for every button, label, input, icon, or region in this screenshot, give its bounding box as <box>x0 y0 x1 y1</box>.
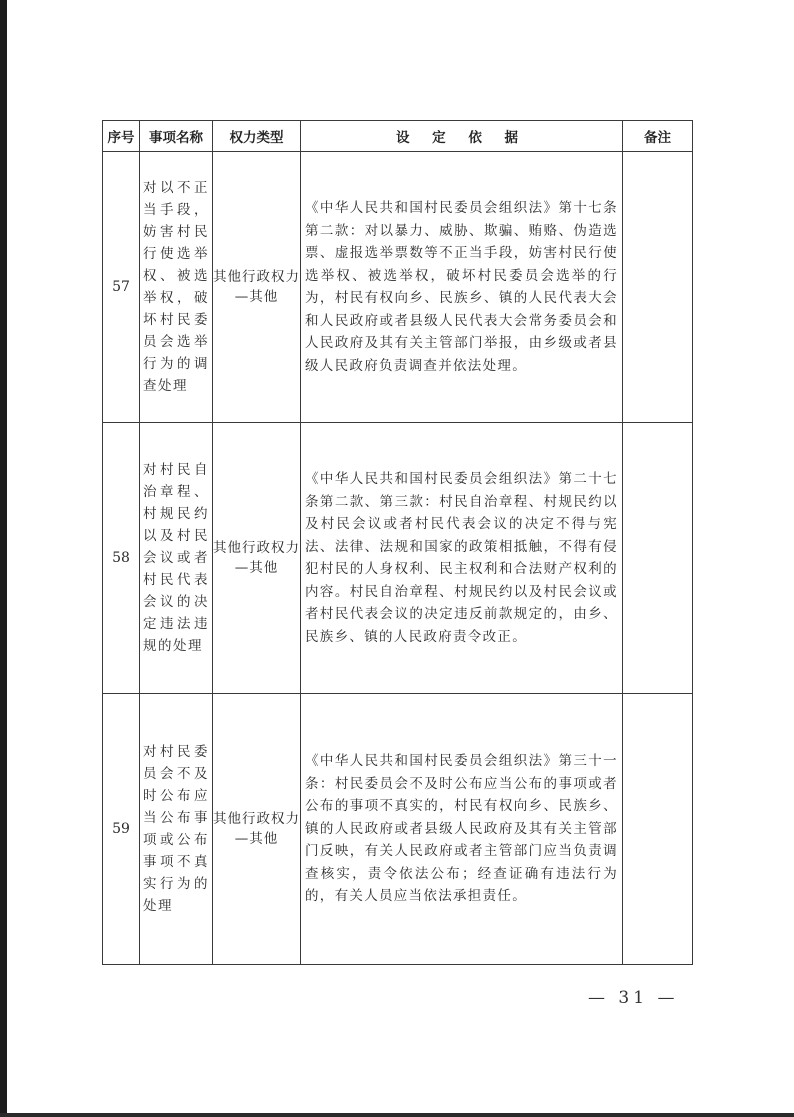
row-serial-number: 58 <box>103 423 140 694</box>
row-serial-number: 57 <box>103 152 140 423</box>
row-remarks <box>623 152 693 423</box>
row-serial-number: 59 <box>103 694 140 965</box>
table-row <box>103 423 693 694</box>
row-item-name: 对以不正当手段，妨害村民行使选举权、被选举权，破坏村民委员会选举行为的调查处理 <box>140 152 213 423</box>
scan-left-edge <box>0 0 7 1117</box>
table-header-row <box>103 121 693 152</box>
header-item-name: 事项名称 <box>140 121 213 152</box>
row-legal-basis: 《中华人民共和国村民委员会组织法》第三十一条：村民委员会不及时公布应当公布的事项或者公布的事项不真实的，村民有权向乡、民族乡、镇的人民政府或者县级人民政府及其有关主管部门反映，有关人民政府或者主管部门应当负责调查核实，责令依法公布；经查证确有违法行为的，有关人员应当依法承担责任。 <box>301 694 623 965</box>
row-power-type: 其他行政权力—其他 <box>213 694 301 965</box>
table-row <box>103 694 693 965</box>
row-item-name: 对村民委员会不及时公布应当公布事项或公布事项不真实行为的处理 <box>140 694 213 965</box>
row-legal-basis: 《中华人民共和国村民委员会组织法》第二十七条第二款、第三款：村民自治章程、村规民约以及村民会议或者村民代表会议的决定不得与宪法、法律、法规和国家的政策相抵触，不得有侵犯村民的人身权利、民主权利和合法财产权利的内容。村民自治章程、村规民约以及村民会议或者村民代表会议的决定违反前款规定的，由乡、民族乡、镇的人民政府责令改正。 <box>301 423 623 694</box>
header-remarks: 备注 <box>623 121 693 152</box>
page-number: — 31 — <box>588 988 679 1008</box>
row-remarks <box>623 423 693 694</box>
header-legal-basis: 设 定 依 据 <box>301 121 623 152</box>
row-power-type: 其他行政权力—其他 <box>213 152 301 423</box>
row-power-type: 其他行政权力—其他 <box>213 423 301 694</box>
row-item-name: 对村民自治章程、村规民约以及村民会议或者村民代表会议的决定违法违规的处理 <box>140 423 213 694</box>
scan-bottom-edge <box>0 1113 794 1117</box>
table-row <box>103 152 693 423</box>
header-power-type: 权力类型 <box>213 121 301 152</box>
power-list-table <box>102 120 693 965</box>
header-serial-number: 序号 <box>103 121 140 152</box>
row-remarks <box>623 694 693 965</box>
row-legal-basis: 《中华人民共和国村民委员会组织法》第十七条第二款：对以暴力、威胁、欺骗、贿赂、伪造选票、虚报选举票数等不正当手段，妨害村民行使选举权、被选举权，破坏村民委员会选举的行为，村民有权向乡、民族乡、镇的人民代表大会和人民政府或者县级人民代表大会常务委员会和人民政府及其有关主管部门举报，由乡级或者县级人民政府负责调查并依法处理。 <box>301 152 623 423</box>
